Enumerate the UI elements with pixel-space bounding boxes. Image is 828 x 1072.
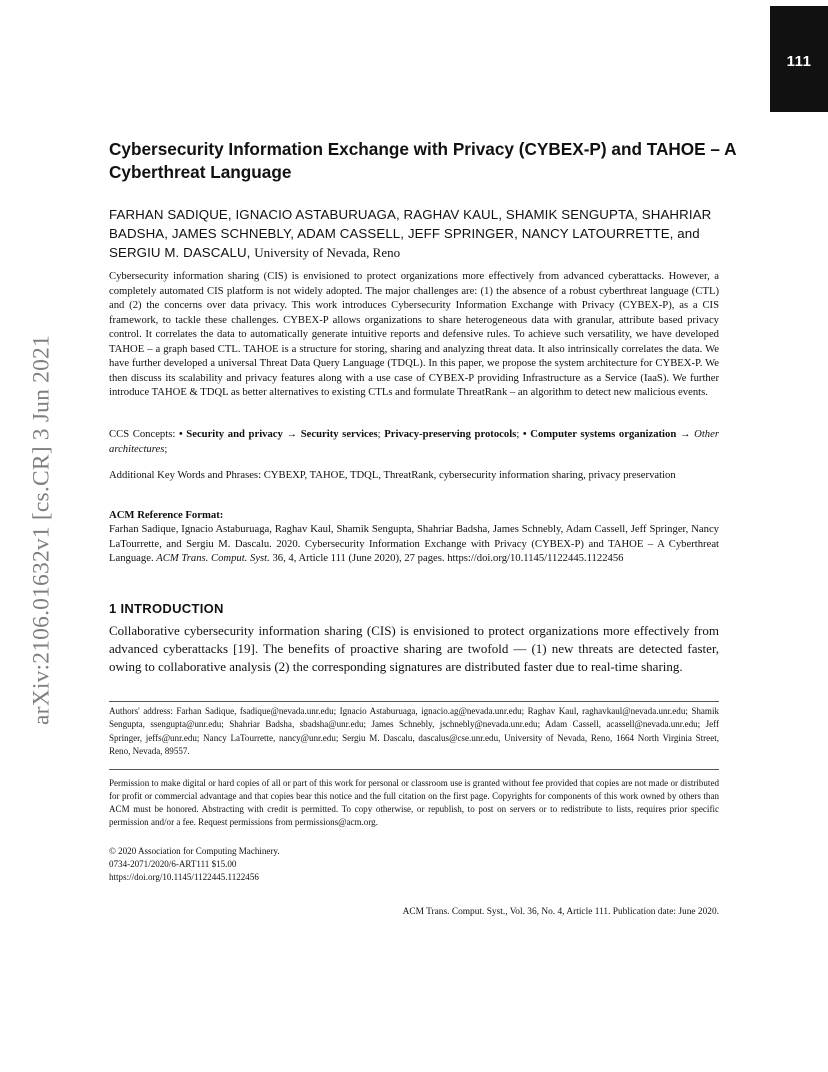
section-heading: 1 INTRODUCTION <box>109 601 224 616</box>
author-list <box>109 205 734 263</box>
ccs-security-services: • Security and privacy → Security services <box>178 429 378 440</box>
reference-heading: ACM Reference Format: <box>109 509 224 521</box>
authors-address: Authors' address: Farhan Sadique, fsadique@nevada.unr.edu; Ignacio Astaburuaga, ignacio.ag@nevada.unr.edu; Raghav Kaul, raghavkaul@nevada.unr.edu; Shamik Sengupta, ssengupta@unr.edu; Shahriar Badsha, sbadsha@unr.edu; James Schnebly, jschnebly@nevada.unr.edu; Adam Cassell, acassell@nevada.unr.edu; Jeff Springer, jeffs@unr.edu; Nancy LaTourrette, nancy@unr.edu; Sergiu M. Dascalu, dascalus@cse.unr.edu, University of Nevada, Reno, 1664 North Virginia Street, Reno, Nevada, 89557. <box>109 706 719 757</box>
page-footer: ACM Trans. Comput. Syst., Vol. 36, No. 4, Article 111. Publication date: June 2020. <box>402 907 719 917</box>
abstract: Cybersecurity information sharing (CIS) is envisioned to protect organizations more effectively from advanced cyberattacks. However, a completely automated CIS platform is not widely adopted. The major challenges are: (1) the absence of a robust cyberthreat language (CTL) and (2) the concerns over data privacy. This work introduces Cybersecurity Information Exchange with Privacy (CYBEX-P), as a CIS framework, to tackle these challenges. CYBEX-P allows organizations to share heterogeneous data with granular, attribute based privacy control. It correlates the data to automatically generate intuitive reports and defensive rules. To achieve such versatility, we have developed TAHOE – a graph based CTL. TAHOE is a structure for storing, sharing and analyzing threat data. It also intrinsically correlates the data. We have further developed a universal Threat Data Query Language (TDQL). In this paper, we propose the system architecture for CYBEX-P. We then discuss its scalability and privacy features along with a use case of CYBEX-P providing Infrastructure as a Service (IaaS). We further introduce TAHOE & TDQL as better alternatives to existing CTLs and formulate ThreatRank – an algorithm to detect new malicious events. <box>109 271 719 399</box>
ccs-end: ; <box>164 443 168 455</box>
arxiv-stamp: arXiv:2106.01632v1 [cs.CR] 3 Jun 2021 <box>28 335 55 725</box>
ccs-separator: ; <box>516 429 523 440</box>
permission-notice: Permission to make digital or hard copies of all or part of this work for personal or classroom use is granted without fee provided that copies are not made or distributed for profit or commercial advantage and that copies bear this notice and the full citation on the first page. Copyrights for components of this work owned by others than ACM must be honored. Abstracting with credit is permitted. To copy otherwise, or republish, to post on servers or to redistribute to lists, requires prior specific permission and/or a fee. Request permissions from permissions@acm.org. <box>109 778 719 827</box>
ccs-privacy-protocols: Privacy-preserving protocols <box>384 429 517 440</box>
ccs-other-architectures: Other architectures <box>109 429 719 455</box>
doi-line: https://doi.org/10.1145/1122445.1122456 <box>109 872 259 882</box>
ccs-label: CCS Concepts: <box>109 429 176 440</box>
reference-journal: ACM Trans. Comput. Syst. <box>156 553 270 564</box>
reference-citation: Farhan Sadique, Ignacio Astaburuaga, Raghav Kaul, Shamik Sengupta, Shahriar Badsha, James Schnebly, Adam Cassell, Jeff Springer, Nancy LaTourrette, and Sergiu M. Dascalu. 2020. Cybersecurity Information Exchange with Privacy (CYBEX-P) and TAHOE – A Cyberthreat Language. <box>109 524 719 564</box>
copyright-line: © 2020 Association for Computing Machinery. <box>109 846 280 856</box>
page-number-badge <box>770 6 828 112</box>
ccs-computer-systems: • Computer systems organization → <box>522 429 695 440</box>
footnote-divider <box>109 701 719 702</box>
keywords: Additional Key Words and Phrases: CYBEXP, TAHOE, TDQL, ThreatRank, cybersecurity information sharing, privacy preservation <box>109 470 676 481</box>
author-names: FARHAN SADIQUE, IGNACIO ASTABURUAGA, RAGHAV KAUL, SHAMIK SENGUPTA, SHAHRIAR BADSHA, JAMES SCHNEBLY, ADAM CASSELL, JEFF SPRINGER, NANCY LATOURRETTE, and SERGIU M. DASCALU, <box>109 207 712 261</box>
paper-title: Cybersecurity Information Exchange with Privacy (CYBEX-P) and TAHOE – A Cyberthreat Language <box>109 139 736 182</box>
page-number: 111 <box>786 53 812 70</box>
ccs-concepts <box>109 428 719 457</box>
reference-text <box>109 523 719 567</box>
ccs-separator: ; <box>377 429 385 440</box>
affiliation: University of Nevada, Reno <box>254 245 401 261</box>
issn-line: 0734-2071/2020/6-ART111 $15.00 <box>109 859 237 869</box>
permission-divider <box>109 769 719 770</box>
arxiv-stamp-container <box>22 300 62 760</box>
introduction-text: Collaborative cybersecurity information sharing (CIS) is envisioned to protect organizations more effectively from advanced cyberattacks [19]. The benefits of proactive sharing are twofold — (1) new threats are detected faster, owing to collaborative analysis (2) the corresponding signatures are distributed faster due to real-time sharing. <box>109 623 719 674</box>
reference-details: 36, 4, Article 111 (June 2020), 27 pages. https://doi.org/10.1145/1122445.1122456 <box>269 553 624 564</box>
